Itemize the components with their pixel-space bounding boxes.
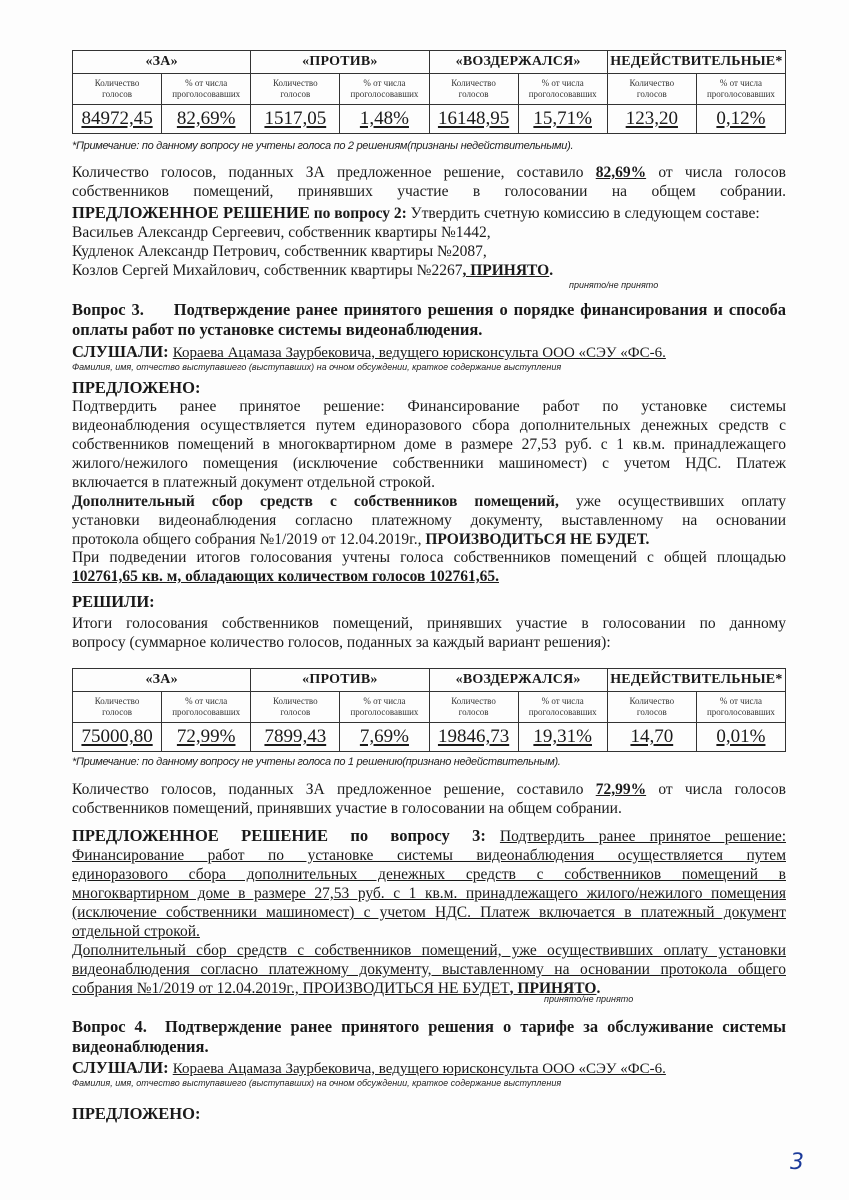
- value-cell: 1517,05: [251, 105, 340, 134]
- question-4-title: Вопрос 4. Подтверждение ранее принятого решения о тарифе за обслуживание системы видеонаблюдения.: [72, 1017, 787, 1056]
- result-caption: принято/не принято: [569, 280, 659, 290]
- value-cell: 7,69%: [340, 723, 429, 752]
- q2-decision: ПРЕДЛОЖЕННОЕ РЕШЕНИЕ по вопросу 2: Утвердить счетную комиссию в следующем составе: Васильев Александр Сергеевич, собственник квартиры №1442, Кудленок Александр Петрович, собственник квартиры №2087, Козлов Сергей Михайлович, собственник квартиры №2267, ПРИНЯТО.: [72, 203, 786, 280]
- value-cell: 75000,80: [73, 723, 162, 752]
- vote-table-q3: [72, 668, 786, 752]
- value-cell: 82,69%: [162, 105, 251, 134]
- result-caption: принято/не принято: [544, 994, 634, 1004]
- value-cell: 84972,45: [73, 105, 162, 134]
- q3-decided-text: Итоги голосования собственников помещений, принявших участие в голосовании по данному вопросу (суммарное количество голосов, поданных за каждый вариант решения):: [72, 615, 786, 651]
- subheader-pct: % от числа проголосовавших: [518, 692, 607, 723]
- member: Кудленок Александр Петрович, собственник квартиры №2087,: [72, 243, 487, 260]
- q3-proposed-label: ПРЕДЛОЖЕНО:: [72, 378, 201, 397]
- subheader-pct: % от числа проголосовавших: [696, 74, 785, 105]
- subheader-pct: % от числа проголосовавших: [340, 74, 429, 105]
- heard-caption: Фамилия, имя, отчество выступавшего (выступавших) на очном обсуждении, краткое содержание выступления: [72, 362, 562, 372]
- header-for: «ЗА»: [73, 51, 251, 74]
- header-invalid: НЕДЕЙСТВИТЕЛЬНЫЕ*: [607, 669, 785, 692]
- subheader-pct: % от числа проголосовавших: [518, 74, 607, 105]
- page-number: 3: [790, 1150, 804, 1175]
- member: Васильев Александр Сергеевич, собственник квартиры №1442,: [72, 224, 491, 241]
- subheader-count: Количество голосов: [73, 74, 162, 105]
- table-note-q2: *Примечание: по данному вопросу не учтены голоса по 2 решениям(признаны недействительными).: [72, 140, 574, 152]
- q3-percent: 72,99%: [595, 781, 647, 798]
- question-3-title: Вопрос 3. Подтверждение ранее принятого решения о порядке финансирования и способа оплаты работ по установке системы видеонаблюдения.: [72, 300, 787, 339]
- value-cell: 14,70: [607, 723, 696, 752]
- q2-summary: Количество голосов, поданных ЗА предложенное решение, составило 82,69% от числа голосов собственников помещений, принявших участие в голосовании на общем собрании.: [72, 164, 786, 200]
- subheader-count: Количество голосов: [607, 74, 696, 105]
- result-accepted: , ПРИНЯТО: [462, 262, 550, 279]
- header-against: «ПРОТИВ»: [251, 669, 429, 692]
- q3-proposed-text: Подтвердить ранее принятое решение: Финансирование работ по установке системы видеонаблюдения осуществляется путем единоразового сбора дополнительных денежных средств с собственников помещений в многоквартирном доме в размере 27,53 руб. с 1 кв.м. принадлежащего жилого/нежилого помещения (исключение собственники машиномест) с учетом НДС. Платеж включается в платежный документ отдельной строкой. Дополнительный сбор средств с собственников помещений, уже осуществивших оплату установки видеонаблюдения согласно платежному документу, выставленному на основании протокола общего собрания №1/2019 от 12.04.2019г., ПРОИЗВОДИТЬСЯ НЕ БУДЕТ.: [72, 398, 787, 548]
- heard-caption: Фамилия, имя, отчество выступавшего (выступавших) на очном обсуждении, краткое содержание выступления: [72, 1078, 562, 1088]
- value-cell: 0,01%: [696, 723, 785, 752]
- value-cell: 19,31%: [518, 723, 607, 752]
- value-cell: 16148,95: [429, 105, 518, 134]
- subheader-count: Количество голосов: [251, 74, 340, 105]
- value-cell: 72,99%: [162, 723, 251, 752]
- table-note-q3: *Примечание: по данному вопросу не учтены голоса по 1 решению(признано недействительным).: [72, 756, 561, 768]
- header-invalid: НЕДЕЙСТВИТЕЛЬНЫЕ*: [607, 51, 785, 74]
- subheader-pct: % от числа проголосовавших: [162, 692, 251, 723]
- q4-heard: СЛУШАЛИ: Кораева Ацамаза Заурбековича, ведущего юрисконсульта ООО «СЭУ «ФС-6. Фамилия, имя, отчество выступавшего (выступавших) на очном обсуждении, краткое содержание выступления: [72, 1058, 786, 1088]
- q3-decided-label: РЕШИЛИ:: [72, 592, 155, 611]
- subheader-count: Количество голосов: [251, 692, 340, 723]
- header-abstain: «ВОЗДЕРЖАЛСЯ»: [429, 51, 607, 74]
- value-cell: 123,20: [607, 105, 696, 134]
- subheader-count: Количество голосов: [429, 74, 518, 105]
- subheader-count: Количество голосов: [607, 692, 696, 723]
- subheader-pct: % от числа проголосовавших: [696, 692, 785, 723]
- subheader-count: Количество голосов: [429, 692, 518, 723]
- header-abstain: «ВОЗДЕРЖАЛСЯ»: [429, 669, 607, 692]
- value-cell: 7899,43: [251, 723, 340, 752]
- subheader-pct: % от числа проголосовавших: [162, 74, 251, 105]
- vote-table-q2: [72, 50, 786, 134]
- value-cell: 1,48%: [340, 105, 429, 134]
- q3-tally: При подведении итогов голосования учтены голоса собственников помещений с общей площадью 102761,65 кв. м, обладающих количеством голосов 102761,65.: [72, 549, 786, 585]
- q2-percent: 82,69%: [595, 164, 647, 181]
- q3-decision: ПРЕДЛОЖЕННОЕ РЕШЕНИЕ по вопросу 3: Подтвердить ранее принятое решение: Финансирование работ по установке системы видеонаблюдения осуществляется путем единоразового сбора дополнительных денежных средств с собственников помещений в многоквартирном доме в размере 27,53 руб. с 1 кв.м. принадлежащего жилого/нежилого помещения (исключение собственники машиномест) с учетом НДС. Платеж включается в платежный документ отдельной строкой. Дополнительный сбор средств с собственников помещений, уже осуществивших оплату установки видеонаблюдения согласно платежному документу, выставленному на основании протокола общего собрания №1/2019 от 12.04.2019г., ПРОИЗВОДИТЬСЯ НЕ БУДЕТ, ПРИНЯТО.: [72, 826, 787, 997]
- member: Козлов Сергей Михайлович, собственник квартиры №2267, ПРИНЯТО.: [72, 262, 554, 279]
- q3-summary: Количество голосов, поданных ЗА предложенное решение, составило 72,99% от числа голосов собственников помещений, принявших участие в голосовании на общем собрании.: [72, 781, 786, 817]
- value-cell: 19846,73: [429, 723, 518, 752]
- header-against: «ПРОТИВ»: [251, 51, 429, 74]
- subheader-count: Количество голосов: [73, 692, 162, 723]
- subheader-pct: % от числа проголосовавших: [340, 692, 429, 723]
- q4-proposed-label: ПРЕДЛОЖЕНО:: [72, 1104, 201, 1123]
- result-accepted: , ПРИНЯТО: [509, 980, 597, 997]
- q3-heard: СЛУШАЛИ: Кораева Ацамаза Заурбековича, ведущего юрисконсульта ООО «СЭУ «ФС-6. Фамилия, имя, отчество выступавшего (выступавших) на очном обсуждении, краткое содержание выступления: [72, 342, 786, 372]
- value-cell: 15,71%: [518, 105, 607, 134]
- header-for: «ЗА»: [73, 669, 251, 692]
- value-cell: 0,12%: [696, 105, 785, 134]
